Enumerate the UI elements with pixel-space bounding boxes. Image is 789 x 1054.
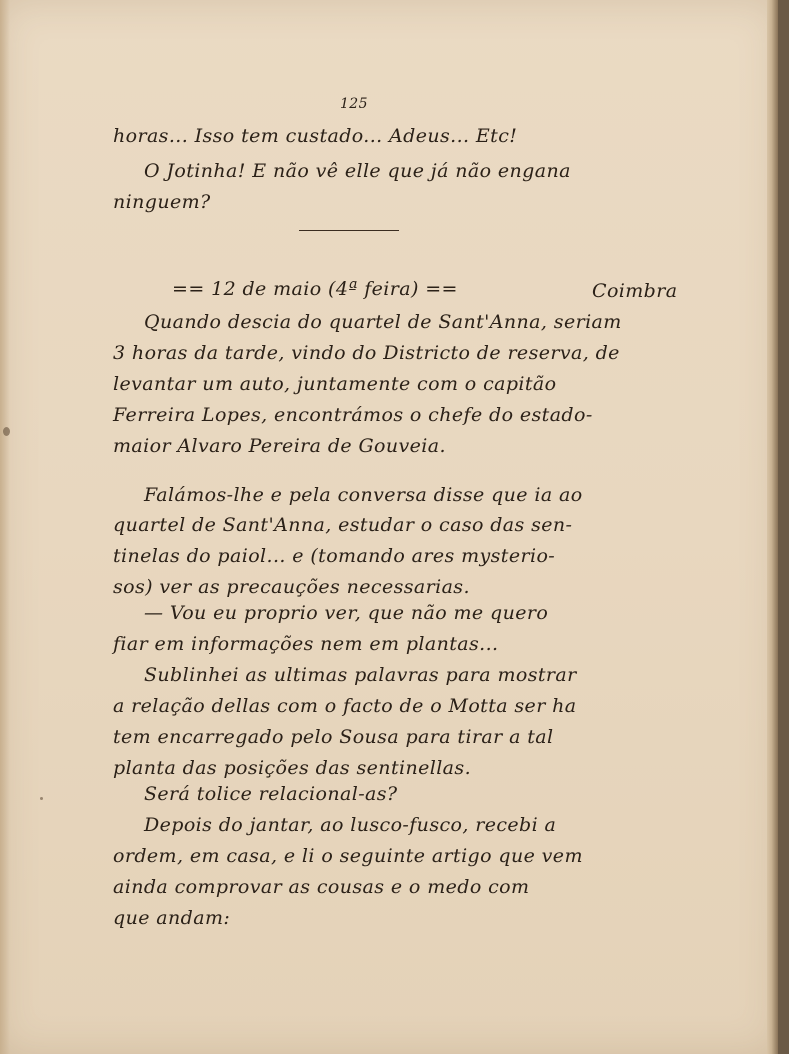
text-line: ainda comprovar as cousas e o medo com (113, 876, 530, 898)
text-line: quartel de Sant'Anna, estudar o caso das sen- (113, 514, 573, 536)
text-line: Quando descia do quartel de Sant'Anna, seriam (144, 311, 622, 333)
ink-spot (40, 797, 43, 800)
page-right-edge (767, 0, 778, 1054)
text-line: Sublinhei as ultimas palavras para mostrar (144, 664, 577, 686)
text-line: Ferreira Lopes, encontrámos o chefe do estado- (113, 404, 593, 426)
text-line: maior Alvaro Pereira de Gouveia. (113, 435, 446, 457)
text-line: horas... Isso tem custado... Adeus... Etc! (113, 125, 518, 147)
text-line: Falámos-lhe e pela conversa disse que ia ao (144, 484, 583, 506)
date-heading: == 12 de maio (4ª feira) == (172, 278, 458, 300)
page-number: 125 (340, 96, 368, 112)
text-line: planta das posições das sentinellas. (113, 757, 472, 779)
text-line: tem encarregado pelo Sousa para tirar a tal (113, 726, 554, 748)
text-line: sos) ver as precauções necessarias. (113, 576, 470, 598)
text-line: a relação dellas com o facto de o Motta ser ha (113, 695, 577, 717)
place-heading: Coimbra (592, 280, 678, 302)
section-divider (299, 230, 399, 231)
text-line: Depois do jantar, ao lusco-fusco, recebi a (144, 814, 557, 836)
text-line: fiar em informações nem em plantas... (113, 633, 499, 655)
text-line: Será tolice relacional-as? (144, 783, 398, 805)
text-line: ninguem? (113, 191, 211, 213)
page-left-shadow (0, 0, 10, 1054)
text-line: levantar um auto, juntamente com o capitão (113, 373, 557, 395)
text-line: ordem, em casa, e li o seguinte artigo que vem (113, 845, 583, 867)
text-line: 3 horas da tarde, vindo do Districto de reserva, de (113, 342, 620, 364)
text-line: — Vou eu proprio ver, que não me quero (144, 602, 549, 624)
text-line: tinelas do paiol... e (tomando ares mysterio- (113, 545, 556, 567)
text-line: que andam: (113, 907, 231, 929)
text-line: O Jotinha! E não vê elle que já não engana (144, 160, 571, 182)
ink-spot (3, 427, 10, 436)
